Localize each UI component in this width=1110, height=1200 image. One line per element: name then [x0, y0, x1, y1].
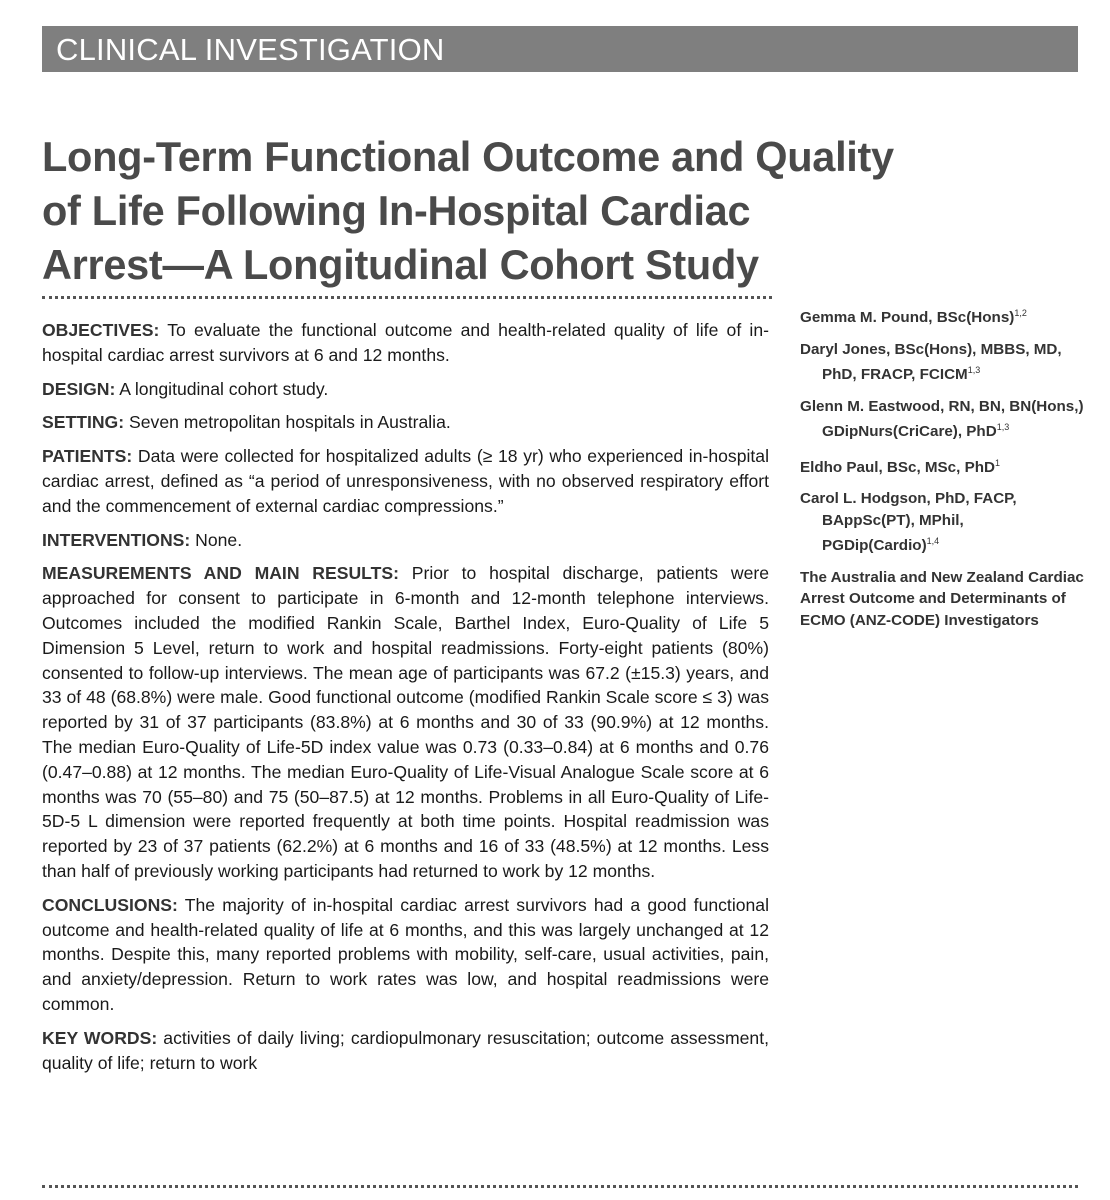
- section-banner-label: CLINICAL INVESTIGATION: [56, 32, 445, 67]
- section-text: Data were collected for hospitalized adults (≥ 18 yr) who experienced in-hospital cardiac arrest, defined as “a period of unresponsiveness, with no observed respiratory effort and the commencement of external cardiac compressions.”: [42, 446, 769, 516]
- author: [800, 339, 1085, 386]
- article-title: [42, 130, 1082, 292]
- section-label: OBJECTIVES:: [42, 320, 160, 340]
- author-name: Carol L. Hodgson, PhD, FACP, BAppSc(PT), MPhil, PGDip(Cardio): [800, 490, 1017, 555]
- section-label: KEY WORDS:: [42, 1027, 158, 1048]
- author-affiliation: 1,3: [967, 365, 981, 376]
- author-affiliation: 1,3: [996, 422, 1010, 433]
- title-line: Arrest—A Longitudinal Cohort Study: [42, 241, 759, 288]
- author-affiliation: 1: [994, 457, 1000, 468]
- section-label: DESIGN:: [42, 378, 116, 399]
- section-label: CONCLUSIONS:: [42, 894, 178, 915]
- section-text: To evaluate the functional outcome and health-related quality of life of in-hospital cardiac arrest survivors at 6 and 12 months.: [42, 320, 769, 365]
- section-text: Prior to hospital discharge, patients were approached for consent to participate in 6-month and 12-month telephone interviews. Outcomes included the modified Rankin Scale, Barthel Index, Euro-Quality of Life 5 Dimension 5 Level, return to work and hospital readmissions. Forty-eight patients (80%) consented to follow-up interviews. The mean age of participants was 67.2 (±15.3) years, and 33 of 48 (68.8%) were male. Good functional outcome (modified Rankin Scale score ≤ 3) was reported by 31 of 37 participants (83.8%) at 6 months and 30 of 33 (90.9%) at 12 months. The median Euro-Quality of Life-5D index value was 0.73 (0.33–0.84) at 6 months and 0.76 (0.47–0.88) at 12 months. The median Euro-Quality of Life-Visual Analogue Scale score at 6 months was 70 (55–80) and 75 (50–87.5) at 12 months. Problems in all Euro-Quality of Life-5D-5 L dimension were reported frequently at both time points. Hospital readmission was reported by 23 of 37 patients (62.2%) at 6 months and 16 of 33 (48.5%) at 12 months. Less than half of previously working participants had returned to work by 12 months.: [42, 563, 769, 881]
- section-label: MEASUREMENTS AND MAIN RESULTS:: [42, 563, 399, 584]
- author-name: Eldho Paul, BSc, MSc, PhD: [800, 458, 995, 476]
- author: [800, 303, 1085, 329]
- title-line: Long-Term Functional Outcome and Quality: [42, 133, 894, 180]
- section-text: None.: [190, 529, 243, 550]
- bottom-dotted-rule: [42, 1185, 1078, 1188]
- title-line: of Life Following In-Hospital Cardiac: [42, 187, 751, 234]
- section-label: INTERVENTIONS:: [42, 529, 191, 550]
- author-affiliation: 1,4: [926, 536, 940, 547]
- author-affiliation: 1,2: [1014, 308, 1027, 318]
- section-text: activities of daily living; cardiopulmonary resuscitation; outcome assessment, quality of life; return to work: [42, 1027, 769, 1073]
- author-name: Daryl Jones, BSc(Hons), MBBS, MD, PhD, FRACP, FCICM: [800, 340, 1062, 384]
- abstract-setting: [42, 410, 769, 435]
- abstract-results: [42, 561, 769, 883]
- section-banner: [42, 26, 1078, 72]
- author: [800, 453, 1085, 479]
- section-text: A longitudinal cohort study.: [115, 378, 329, 399]
- abstract-interventions: [42, 528, 769, 553]
- abstract-keywords: [42, 1026, 769, 1076]
- abstract-patients: [42, 444, 769, 518]
- author-name: Gemma M. Pound, BSc(Hons): [800, 309, 1015, 327]
- author-name: Glenn M. Eastwood, RN, BN, BN(Hons,) GDipNurs(CriCare), PhD: [800, 397, 1084, 441]
- investigator-group: The Australia and New Zealand Cardiac Arrest Outcome and Determinants of ECMO (ANZ-CODE) Investigators: [800, 568, 1084, 629]
- section-text: The majority of in-hospital cardiac arrest survivors had a good functional outcome and health-related quality of life at 6 months, and this was largely unchanged at 12 months. Despite this, many reported problems with mobility, self-care, usual activities, pain, and anxiety/depression. Return to work rates was low, and hospital readmissions were common.: [42, 894, 769, 1014]
- abstract-design: [42, 377, 769, 402]
- author-list: [800, 303, 1085, 641]
- section-label: SETTING:: [42, 412, 125, 433]
- abstract: [42, 318, 769, 1084]
- author: [800, 396, 1085, 443]
- abstract-objectives: [42, 318, 769, 368]
- section-label: PATIENTS:: [42, 446, 133, 467]
- author: [800, 488, 1085, 557]
- top-dotted-rule: [42, 296, 772, 299]
- abstract-conclusions: [42, 893, 769, 1017]
- section-text: Seven metropolitan hospitals in Australia.: [124, 412, 451, 433]
